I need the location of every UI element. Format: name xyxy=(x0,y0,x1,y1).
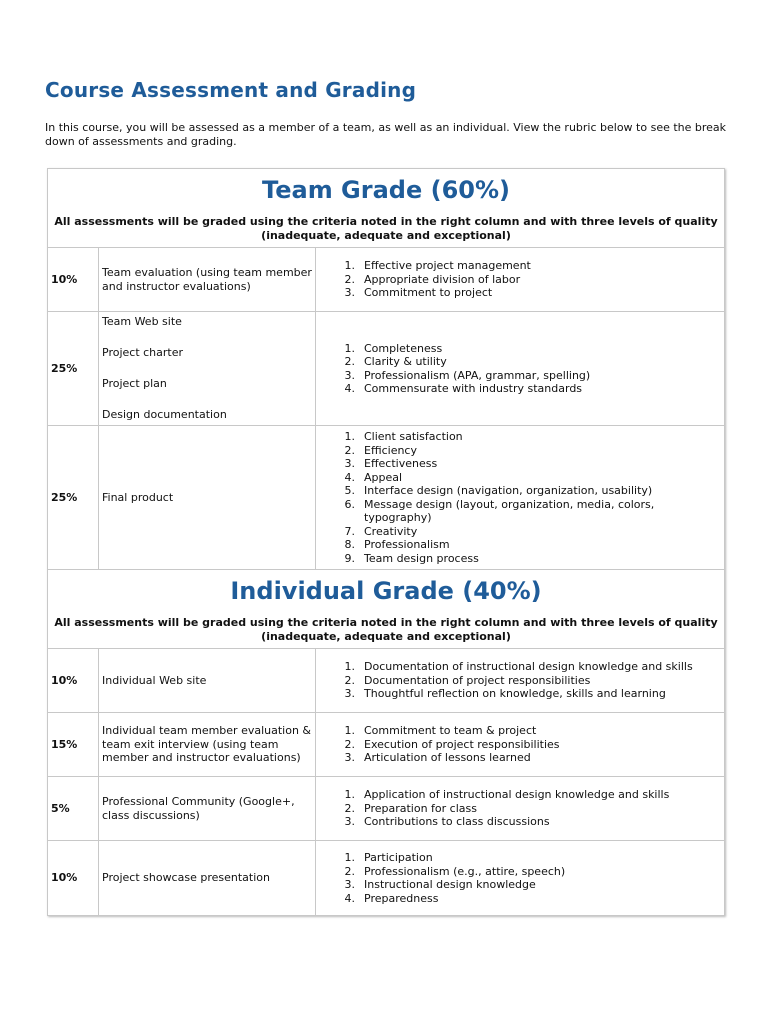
criteria-text: Client satisfaction xyxy=(364,430,463,443)
criteria-text: Preparation for class xyxy=(364,801,477,815)
criteria-text: Thoughtful reflection on knowledge, skills and learning xyxy=(364,687,666,701)
assessment-item: Team evaluation (using team member and instructor evaluations) xyxy=(102,266,312,293)
criteria-number: 2. xyxy=(344,355,355,368)
page-title: Course Assessment and Grading xyxy=(45,78,417,102)
criteria-list xyxy=(319,660,721,701)
criteria-text: Commensurate with industry standards xyxy=(364,382,583,395)
criteria-number: 3. xyxy=(344,368,355,382)
weight-cell: 10% xyxy=(48,649,99,713)
criteria-text: Professionalism xyxy=(364,538,450,551)
criteria-item xyxy=(319,851,721,865)
criteria-item xyxy=(319,286,721,300)
criteria-item xyxy=(319,878,721,892)
criteria-list xyxy=(319,851,721,905)
section-header-cell xyxy=(48,169,725,248)
criteria-text: Commitment to project xyxy=(364,286,493,300)
intro-paragraph: In this course, you will be assessed as a member of a team, as well as an individual. View the rubric below to see the break down of assessments and grading. xyxy=(45,121,727,148)
criteria-text: Contributions to class discussions xyxy=(364,815,550,829)
section-note: All assessments will be graded using the criteria noted in the right column and with three levels of quality (inadequate, adequate and exceptional) xyxy=(54,215,718,242)
weight-cell: 25% xyxy=(48,312,99,426)
criteria-number: 1. xyxy=(344,259,355,273)
criteria-item xyxy=(319,484,721,498)
criteria-text: Participation xyxy=(364,851,433,864)
criteria-text: Documentation of instructional design knowledge and skills xyxy=(364,660,693,674)
criteria-item xyxy=(319,802,721,816)
assessment-item: Project charter xyxy=(102,346,184,360)
assessment-item: Professional Community (Google+, class discussions) xyxy=(102,795,295,822)
table-row xyxy=(48,841,725,916)
criteria-item xyxy=(319,525,721,539)
criteria-number: 9. xyxy=(344,551,355,565)
criteria-item xyxy=(319,382,721,396)
weight-cell: 5% xyxy=(48,777,99,841)
criteria-number: 2. xyxy=(344,673,355,687)
weight-cell: 15% xyxy=(48,713,99,777)
criteria-number: 6. xyxy=(344,497,355,511)
section-header-cell xyxy=(48,570,725,649)
criteria-cell xyxy=(316,312,725,426)
criteria-item xyxy=(319,552,721,566)
assessment-cell xyxy=(99,649,316,713)
assessment-cell xyxy=(99,248,316,312)
weight-cell: 10% xyxy=(48,841,99,916)
criteria-text: Completeness xyxy=(364,341,443,355)
criteria-text: Appropriate division of labor xyxy=(364,272,521,286)
weight-cell: 25% xyxy=(48,426,99,570)
criteria-number: 4. xyxy=(344,470,355,484)
criteria-text: Message design (layout, organization, media, colors, typography) xyxy=(364,497,655,524)
criteria-text: Interface design (navigation, organization, usability) xyxy=(364,484,653,497)
criteria-number: 5. xyxy=(344,484,355,497)
criteria-text: Effectiveness xyxy=(364,457,438,470)
criteria-item xyxy=(319,738,721,752)
criteria-text: Documentation of project responsibilities xyxy=(364,673,591,687)
criteria-item xyxy=(319,788,721,802)
assessment-item: Project plan xyxy=(102,377,167,391)
criteria-list xyxy=(319,788,721,829)
criteria-number: 3. xyxy=(344,751,355,765)
table-row xyxy=(48,777,725,841)
criteria-text: Clarity & utility xyxy=(364,355,447,368)
assessment-cell xyxy=(99,312,316,426)
criteria-item xyxy=(319,273,721,287)
assessment-item: Individual Web site xyxy=(102,673,207,687)
criteria-item xyxy=(319,355,721,369)
criteria-item xyxy=(319,471,721,485)
criteria-item xyxy=(319,538,721,552)
criteria-number: 1. xyxy=(344,724,355,738)
criteria-list xyxy=(319,342,721,396)
criteria-item xyxy=(319,342,721,356)
criteria-text: Preparedness xyxy=(364,891,439,905)
criteria-number: 3. xyxy=(344,457,355,470)
table-row xyxy=(48,312,725,426)
section-heading: Individual Grade (40%) xyxy=(230,577,542,605)
criteria-item xyxy=(319,259,721,273)
criteria-item xyxy=(319,674,721,688)
assessment-cell xyxy=(99,426,316,570)
assessment-item: Individual team member evaluation & team exit interview (using team member and instructor evaluations) xyxy=(102,724,311,765)
rubric-table xyxy=(47,168,725,916)
criteria-number: 1. xyxy=(344,660,355,674)
criteria-number: 2. xyxy=(344,272,355,286)
criteria-number: 3. xyxy=(344,687,355,701)
criteria-item xyxy=(319,498,721,525)
criteria-text: Appeal xyxy=(364,470,403,484)
criteria-text: Articulation of lessons learned xyxy=(364,751,531,765)
criteria-cell xyxy=(316,777,725,841)
assessment-item: Design documentation xyxy=(102,408,227,422)
criteria-item xyxy=(319,865,721,879)
table-row xyxy=(48,649,725,713)
criteria-item xyxy=(319,444,721,458)
criteria-item xyxy=(319,369,721,383)
criteria-number: 1. xyxy=(344,851,355,864)
section-note: All assessments will be graded using the criteria noted in the right column and with three levels of quality (inadequate, adequate and exceptional) xyxy=(54,616,718,643)
assessment-item: Project showcase presentation xyxy=(102,871,270,885)
criteria-number: 4. xyxy=(344,382,355,395)
criteria-cell xyxy=(316,426,725,570)
criteria-number: 2. xyxy=(344,864,355,878)
section-heading: Team Grade (60%) xyxy=(262,176,510,204)
weight-cell: 10% xyxy=(48,248,99,312)
criteria-text: Professionalism (e.g., attire, speech) xyxy=(364,864,566,878)
criteria-number: 3. xyxy=(344,286,355,300)
assessment-item: Team Web site xyxy=(102,315,182,329)
table-row xyxy=(48,248,725,312)
assessment-cell xyxy=(99,777,316,841)
section-header xyxy=(48,570,725,649)
criteria-number: 1. xyxy=(344,788,355,802)
criteria-cell xyxy=(316,841,725,916)
criteria-text: Commitment to team & project xyxy=(364,724,537,738)
criteria-item xyxy=(319,751,721,765)
criteria-item xyxy=(319,660,721,674)
table-row xyxy=(48,713,725,777)
criteria-text: Effective project management xyxy=(364,259,531,273)
criteria-cell xyxy=(316,248,725,312)
criteria-text: Application of instructional design knowledge and skills xyxy=(364,788,670,802)
criteria-number: 3. xyxy=(344,878,355,891)
criteria-item xyxy=(319,892,721,906)
criteria-number: 2. xyxy=(344,737,355,751)
criteria-number: 1. xyxy=(344,430,355,443)
criteria-text: Execution of project responsibilities xyxy=(364,737,560,751)
criteria-cell xyxy=(316,713,725,777)
criteria-number: 3. xyxy=(344,815,355,829)
assessment-item: Final product xyxy=(102,490,174,504)
criteria-number: 2. xyxy=(344,443,355,457)
assessment-cell xyxy=(99,841,316,916)
criteria-list xyxy=(319,724,721,765)
assessment-cell xyxy=(99,713,316,777)
criteria-text: Team design process xyxy=(364,551,479,565)
criteria-text: Efficiency xyxy=(364,443,417,457)
criteria-number: 4. xyxy=(344,891,355,905)
criteria-text: Instructional design knowledge xyxy=(364,878,536,891)
criteria-item xyxy=(319,815,721,829)
criteria-item xyxy=(319,430,721,444)
criteria-item xyxy=(319,724,721,738)
criteria-number: 8. xyxy=(344,538,355,551)
criteria-list xyxy=(319,430,721,565)
criteria-item xyxy=(319,457,721,471)
criteria-text: Professionalism (APA, grammar, spelling) xyxy=(364,368,591,382)
criteria-item xyxy=(319,687,721,701)
section-header xyxy=(48,169,725,248)
criteria-number: 1. xyxy=(344,341,355,355)
criteria-list xyxy=(319,259,721,300)
criteria-cell xyxy=(316,649,725,713)
criteria-text: Creativity xyxy=(364,524,418,538)
criteria-number: 7. xyxy=(344,524,355,538)
table-row xyxy=(48,426,725,570)
rubric-body xyxy=(48,169,725,916)
criteria-number: 2. xyxy=(344,801,355,815)
